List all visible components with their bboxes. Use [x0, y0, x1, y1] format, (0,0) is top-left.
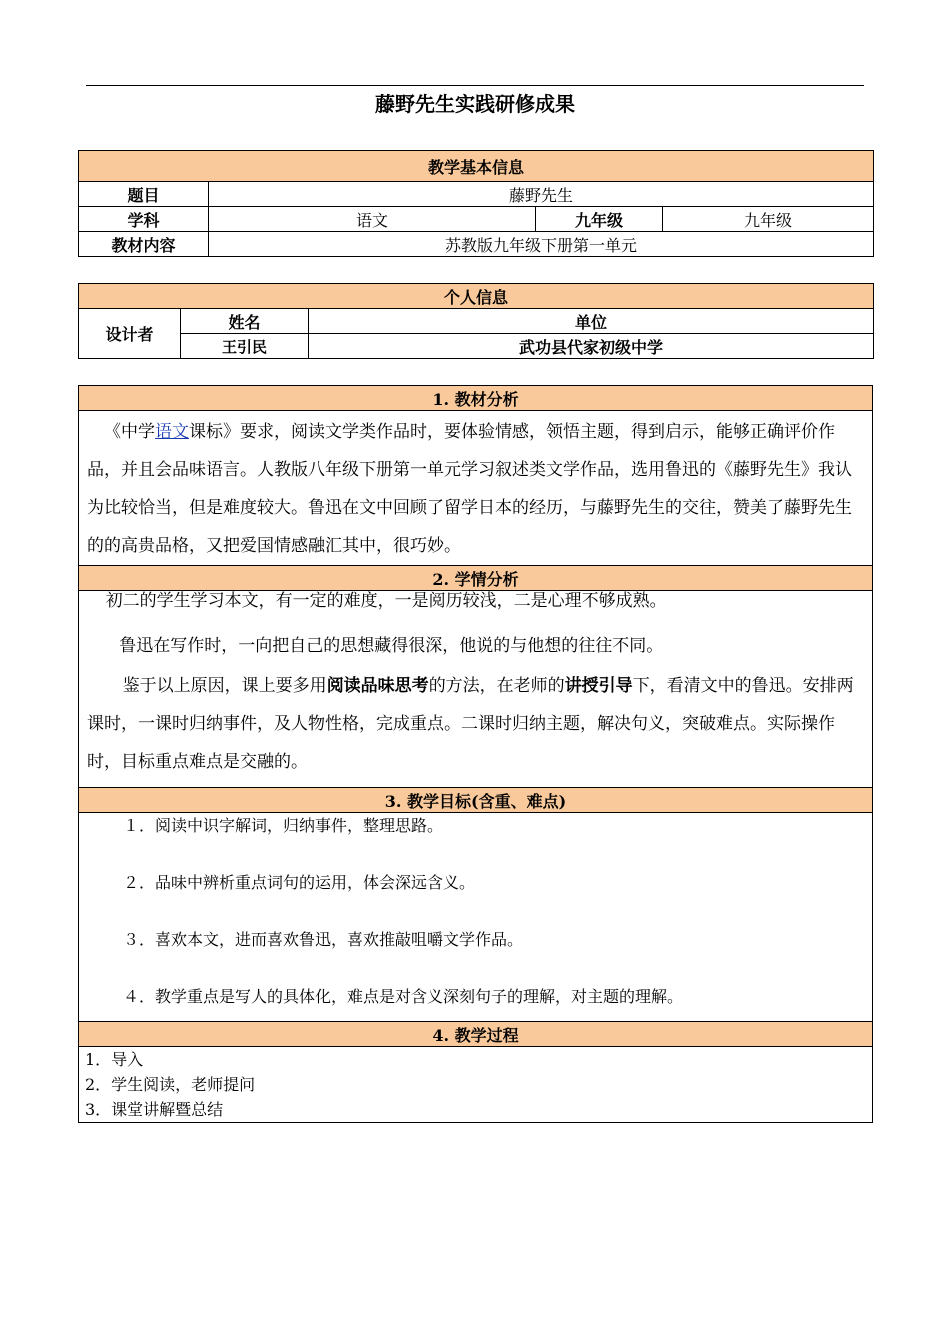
personal-info-table: [78, 283, 874, 359]
basic-info-header: 教学基本信息: [79, 151, 874, 182]
section-4-body: [79, 1047, 873, 1123]
material-label: 教材内容: [79, 232, 209, 257]
section-2-para-3: [87, 667, 866, 781]
unit-label: 单位: [309, 309, 874, 334]
page-title: 藤野先生实践研修成果: [375, 92, 575, 116]
goal-item: ４．教学重点是写人的具体化，难点是对含义深刻句子的理解，对主题的理解。: [123, 987, 684, 1006]
curriculum-link[interactable]: 语文: [155, 422, 189, 442]
section-2-text-c: 的方法，在老师的: [428, 676, 565, 696]
topic-value: 藤野先生: [209, 182, 874, 207]
designer-label: 设计者: [79, 309, 181, 359]
basic-info-table: [78, 150, 874, 257]
name-value: 王引民: [181, 334, 309, 359]
section-3-header: 3. 教学目标(含重、难点): [79, 788, 873, 813]
goal-item: ２．品味中辨析重点词句的运用，体会深远含义。: [123, 873, 476, 892]
name-label: 姓名: [181, 309, 309, 334]
section-1-header: 1. 教材分析: [79, 386, 873, 411]
topic-label: 题目: [79, 182, 209, 207]
section-2-para-2: 鲁迅在写作时，一向把自己的思想藏得很深，他说的与他想的往往不同。: [119, 636, 664, 656]
goal-item: ３．喜欢本文，进而喜欢鲁迅，喜欢推敲咀嚼文学作品。: [123, 930, 524, 949]
grade-label: 九年级: [536, 207, 663, 232]
section-4-header: 4. 教学过程: [79, 1022, 873, 1047]
section-2-bold-b: 讲授引导: [564, 676, 633, 696]
section-2-body: [79, 591, 873, 788]
section-2-para-1: 初二的学生学习本文，有一定的难度，一是阅历较浅，二是心理不够成熟。: [105, 591, 667, 611]
header-rule: [86, 85, 864, 86]
subject-label: 学科: [79, 207, 209, 232]
section-2-text-e: 下，看清文中的鲁迅。安排两课时，一课时归纳事件，及人物性格，完成重点。二课时归纳主题，解决句义，突破难点。实际操作时，目标重点难点是交融的。: [87, 676, 854, 772]
section-2-bold-a: 阅读品味思考: [326, 676, 429, 696]
section-1-body: [79, 411, 873, 566]
section-2-header: 2. 学情分析: [79, 566, 873, 591]
section-2-text-a: 鉴于以上原因，课上要多用: [122, 676, 327, 696]
section-1-text-b: 课标》要求，阅读文学类作品时，要体验情感，领悟主题，得到启示，能够正确评价作品，并且会品味语言。人教版八年级下册第一单元学习叙述类文学作品，选用鲁迅的《藤野先生》我认为比较恰当，但是难度较大。鲁迅在文中回顾了留学日本的经历，与藤野先生的交往，赞美了藤野先生的的高贵品格，又把爱国情感融汇其中，很巧妙。: [87, 422, 852, 556]
unit-value: 武功县代家初级中学: [309, 334, 874, 359]
goal-item: １．阅读中识字解词，归纳事件，整理思路。: [123, 816, 444, 835]
subject-value: 语文: [209, 207, 536, 232]
section-3-body: [79, 813, 873, 1022]
process-item: 3．课堂讲解暨总结: [85, 1100, 224, 1119]
section-1-text-a: 《中学: [104, 422, 155, 442]
personal-info-header: 个人信息: [79, 284, 874, 309]
grade-value: 九年级: [663, 207, 874, 232]
sections-table: [78, 385, 873, 1123]
process-item: 1．导入: [85, 1050, 144, 1069]
process-item: 2．学生阅读，老师提问: [85, 1075, 256, 1094]
material-value: 苏教版九年级下册第一单元: [209, 232, 874, 257]
